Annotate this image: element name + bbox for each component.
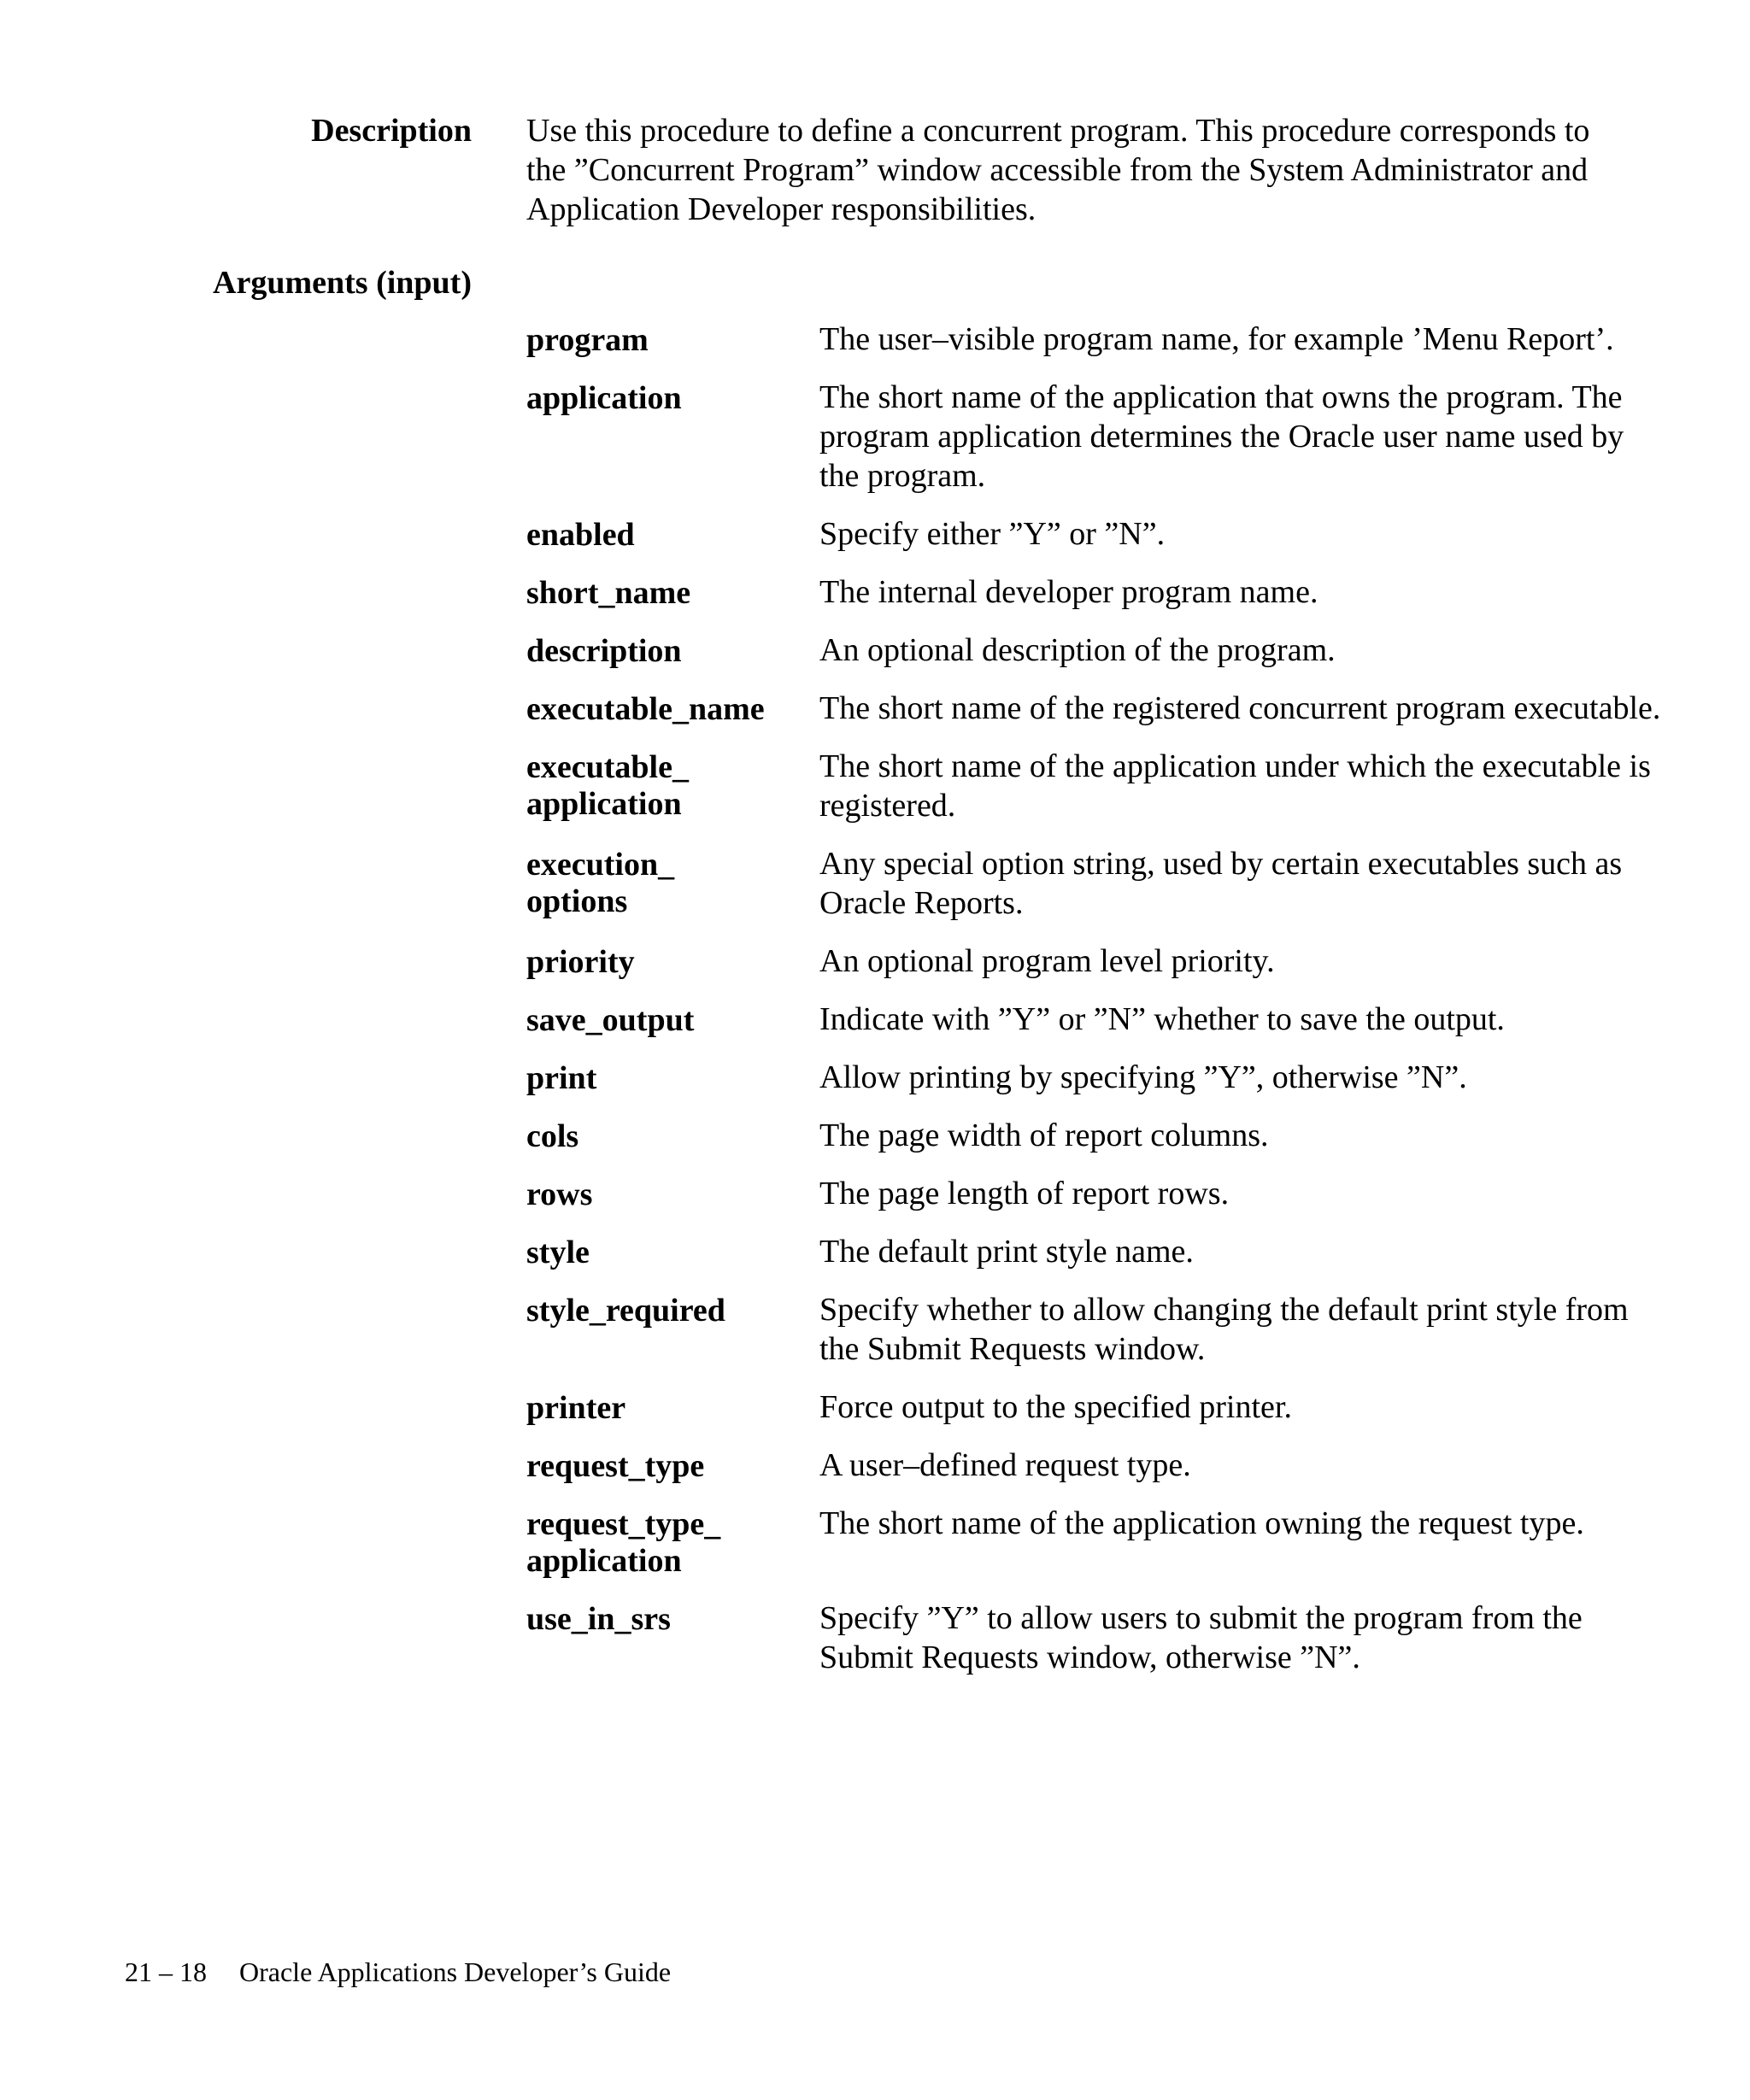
argument-row-style: [526, 1232, 1663, 1271]
arguments-heading: Arguments (input): [213, 265, 472, 301]
argument-row-style-required: [526, 1290, 1663, 1369]
argument-description: Specify whether to allow changing the default print style from the Submit Requests window.: [819, 1292, 1629, 1367]
argument-row-rows: [526, 1174, 1663, 1213]
argument-name: program: [526, 322, 649, 358]
argument-row-print: [526, 1058, 1663, 1097]
argument-name: use_in_srs: [526, 1601, 671, 1637]
argument-row-application: [526, 378, 1663, 496]
argument-row-program: [526, 320, 1663, 359]
argument-row-use-in-srs: [526, 1598, 1663, 1677]
argument-row-request-type: [526, 1446, 1663, 1485]
argument-row-executable-application: [526, 747, 1663, 825]
argument-name: description: [526, 633, 682, 669]
argument-description: The short name of the registered concurrent program executable.: [819, 690, 1661, 726]
argument-name: executable_ application: [526, 749, 689, 822]
page-number: 21 – 18: [125, 1956, 207, 1987]
argument-name: request_type_ application: [526, 1506, 721, 1579]
argument-description: The user–visible program name, for example ’Menu Report’.: [819, 321, 1614, 357]
argument-name: application: [526, 380, 682, 416]
argument-row-priority: [526, 941, 1663, 981]
argument-description: The default print style name.: [819, 1234, 1194, 1270]
argument-row-execution-options: [526, 844, 1663, 923]
argument-description: Force output to the specified printer.: [819, 1389, 1292, 1425]
argument-description: Indicate with ”Y” or ”N” whether to save the output.: [819, 1001, 1505, 1037]
argument-description: Specify ”Y” to allow users to submit the program from the Submit Requests window, otherwise ”N”.: [819, 1600, 1583, 1675]
argument-name: save_output: [526, 1002, 695, 1038]
argument-name: priority: [526, 944, 635, 980]
book-title: Oracle Applications Developer’s Guide: [239, 1956, 672, 1987]
page-footer: [125, 1955, 671, 1989]
argument-name: printer: [526, 1390, 626, 1426]
argument-name: style: [526, 1235, 590, 1270]
argument-description: The short name of the application under which the executable is registered.: [819, 748, 1651, 824]
argument-row-description: [526, 631, 1663, 670]
argument-name: cols: [526, 1118, 579, 1154]
argument-name: execution_ options: [526, 847, 675, 919]
argument-row-save-output: [526, 1000, 1663, 1039]
argument-description: An optional description of the program.: [819, 632, 1336, 668]
argument-row-cols: [526, 1116, 1663, 1155]
argument-row-enabled: [526, 514, 1663, 554]
argument-row-request-type-application: [526, 1504, 1663, 1580]
argument-name: executable_name: [526, 691, 765, 727]
argument-row-executable-name: [526, 689, 1663, 728]
argument-description: Any special option string, used by certain executables such as Oracle Reports.: [819, 846, 1623, 921]
argument-description: Allow printing by specifying ”Y”, otherwise ”N”.: [819, 1059, 1467, 1095]
argument-description: An optional program level priority.: [819, 943, 1275, 979]
argument-name: rows: [526, 1176, 593, 1212]
argument-name: short_name: [526, 575, 691, 611]
argument-description: Specify either ”Y” or ”N”.: [819, 516, 1166, 552]
arguments-list: [526, 320, 1663, 1696]
argument-row-short-name: [526, 572, 1663, 612]
argument-name: print: [526, 1060, 597, 1096]
argument-description: The page length of report rows.: [819, 1176, 1230, 1211]
description-heading: Description: [311, 113, 472, 149]
argument-description: The short name of the application owning the request type.: [819, 1505, 1584, 1541]
argument-name: style_required: [526, 1293, 725, 1329]
argument-row-printer: [526, 1387, 1663, 1427]
argument-name: request_type: [526, 1448, 705, 1484]
description-text: Use this procedure to define a concurrent program. This procedure corresponds to the ”Concurrent Program” window accessible from the System Administrator and Application Developer responsibilities.: [526, 113, 1590, 227]
argument-description: The internal developer program name.: [819, 574, 1318, 610]
argument-description: The page width of report columns.: [819, 1117, 1269, 1153]
argument-name: enabled: [526, 517, 635, 553]
argument-description: A user–defined request type.: [819, 1447, 1191, 1483]
argument-description: The short name of the application that owns the program. The program application determines the Oracle user name used by the program.: [819, 379, 1624, 494]
